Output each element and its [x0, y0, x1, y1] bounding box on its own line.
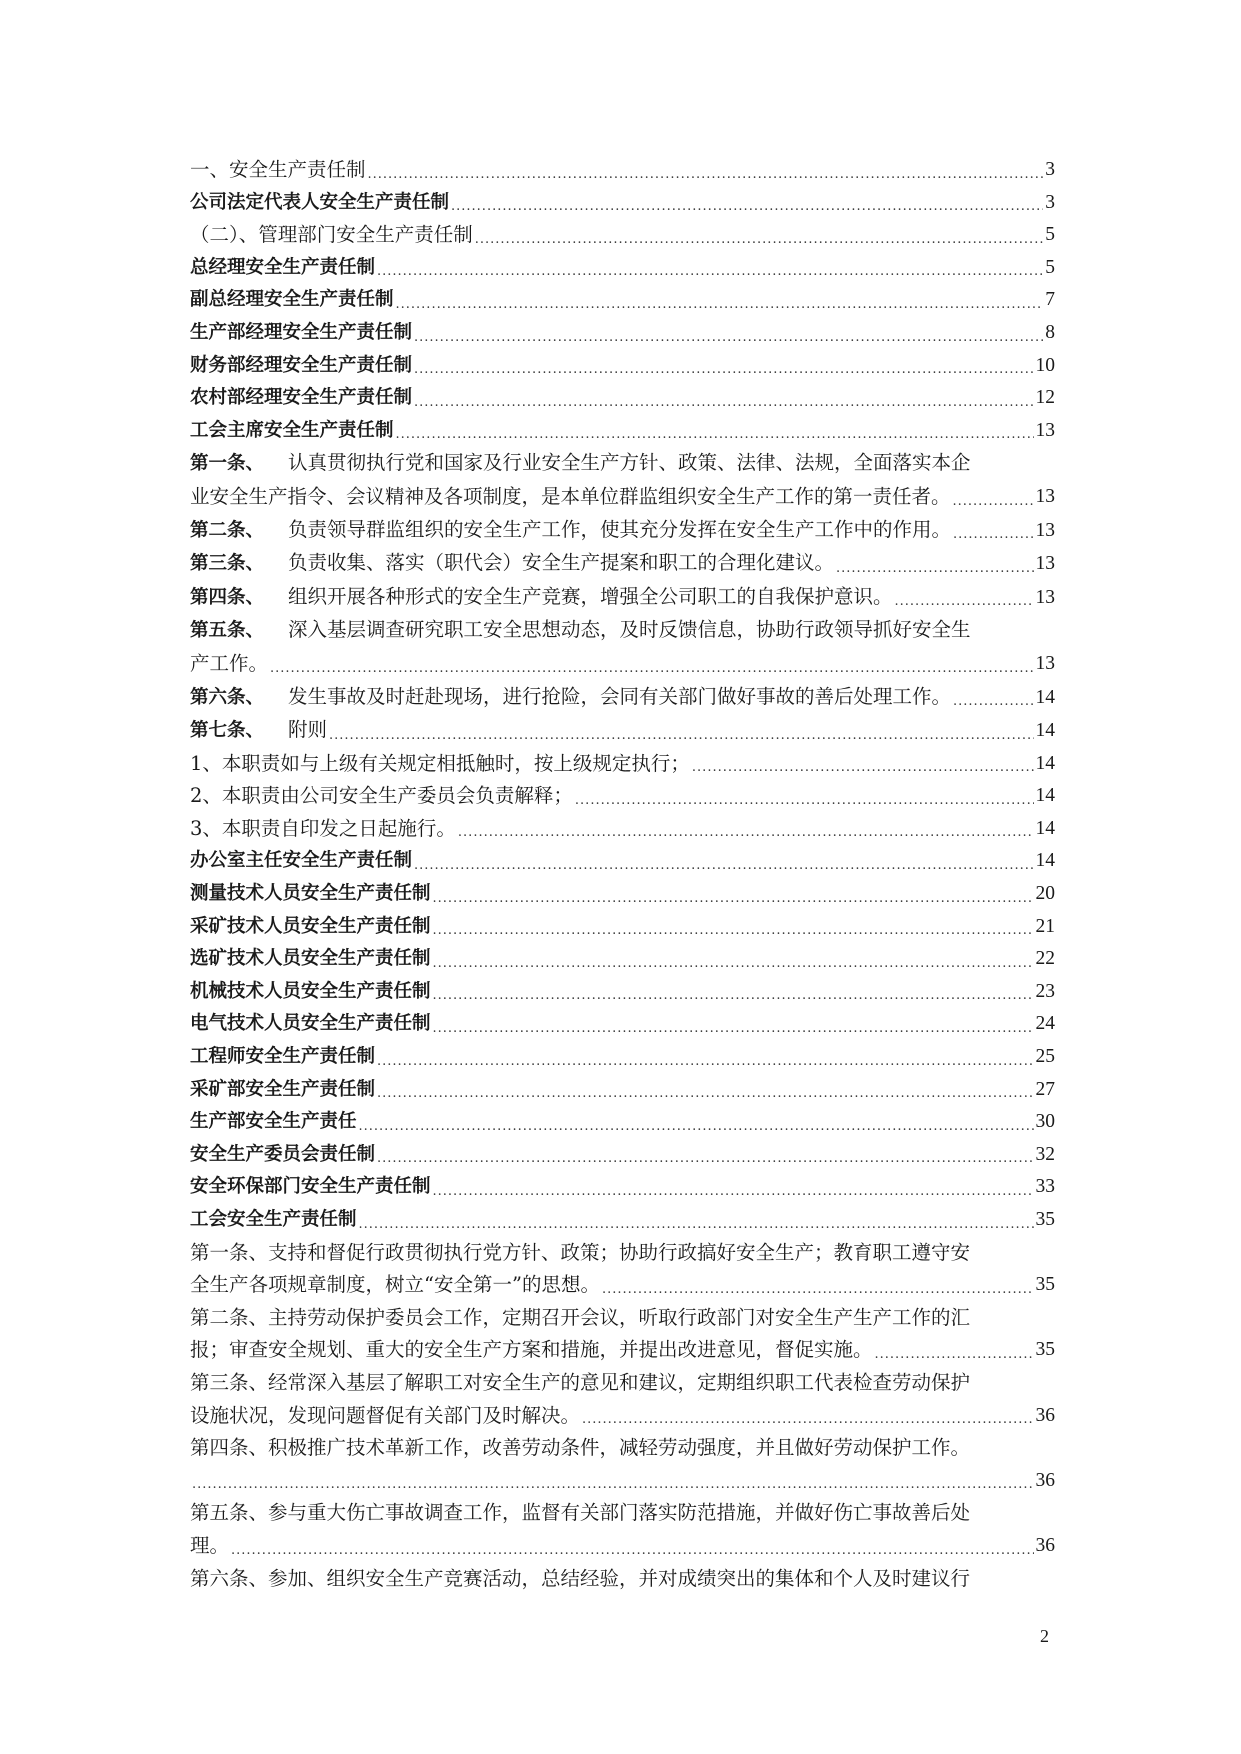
toc-page-number: 36 [1035, 1534, 1055, 1556]
toc-entry [190, 187, 1055, 220]
toc-entry [190, 911, 1055, 944]
toc-page-number: 36 [1035, 1404, 1055, 1426]
toc-entry [190, 813, 1055, 846]
toc-entry [190, 1432, 1055, 1497]
dot-leader [396, 293, 1044, 317]
toc-line [190, 1497, 1055, 1530]
toc-entry [190, 284, 1055, 317]
toc-page-number: 33 [1035, 1176, 1055, 1198]
table-of-contents [190, 154, 1055, 1595]
toc-text: 负责收集、落实（职代会）安全生产提案和职工的合理化建议。 [288, 551, 835, 575]
toc-page-number: 12 [1035, 387, 1055, 409]
dot-leader [875, 1343, 1034, 1367]
toc-text: 生产部安全生产责任 [190, 1111, 357, 1133]
dot-leader [433, 887, 1034, 911]
toc-text: 测量技术人员安全生产责任制 [190, 883, 431, 905]
toc-entry [190, 1139, 1055, 1172]
toc-article-label: 第一条、 [190, 453, 265, 475]
toc-line [190, 1367, 1055, 1400]
toc-page-number: 27 [1035, 1078, 1055, 1100]
toc-text: 公司法定代表人安全生产责任制 [190, 191, 450, 213]
toc-entry [190, 780, 1055, 813]
toc-line [190, 1465, 1055, 1498]
toc-entry [190, 1563, 1055, 1596]
toc-text: 负责领导群监组织的安全生产工作，使其充分发挥在安全生产工作中的作用。 [288, 517, 952, 541]
toc-text: 第四条、积极推广技术革新工作，改善劳动条件，减轻劳动强度，并且做好劳动保护工作。 [190, 1436, 971, 1460]
toc-page-number: 23 [1035, 980, 1055, 1002]
toc-page-number: 3 [1045, 159, 1055, 180]
toc-article-label: 第六条、 [190, 686, 265, 708]
toc-line [190, 1400, 1055, 1433]
toc-page-number: 13 [1035, 652, 1055, 674]
dot-leader [433, 1017, 1034, 1041]
toc-page-number: 8 [1045, 321, 1055, 343]
toc-text: 第五条、参与重大伤亡事故调查工作，监督有关部门落实防范措施，并做好伤亡事故善后处 [190, 1501, 971, 1525]
toc-page-number: 35 [1035, 1339, 1055, 1361]
toc-page-number: 36 [1035, 1469, 1055, 1491]
toc-entry [190, 547, 1055, 581]
dot-leader [414, 391, 1033, 415]
toc-page-number: 20 [1035, 883, 1055, 905]
toc-entry [190, 1171, 1055, 1204]
toc-entry [190, 219, 1055, 252]
toc-entry [190, 1367, 1055, 1432]
dot-leader [836, 557, 1033, 581]
toc-entry [190, 1074, 1055, 1107]
toc-text: 电气技术人员安全生产责任制 [190, 1013, 431, 1035]
toc-entry [190, 878, 1055, 911]
toc-entry [190, 317, 1055, 350]
toc-article-label: 第四条、 [190, 586, 265, 608]
toc-page-number: 10 [1035, 354, 1055, 376]
toc-page-number: 13 [1035, 519, 1055, 541]
toc-entry [190, 943, 1055, 976]
dot-leader [433, 1180, 1034, 1204]
toc-text: 办公室主任安全生产责任制 [190, 850, 413, 872]
toc-entry [190, 154, 1055, 187]
toc-page-number: 13 [1035, 553, 1055, 575]
dot-leader [396, 423, 1034, 447]
toc-text: 第二条、主持劳动保护委员会工作，定期召开会议，听取行政部门对安全生产生产工作的汇 [190, 1305, 971, 1329]
dot-leader [368, 163, 1044, 187]
toc-text: 工会主席安全生产责任制 [190, 419, 394, 441]
toc-page-number: 14 [1035, 785, 1055, 807]
toc-entry [190, 714, 1055, 748]
toc-page-number: 30 [1035, 1111, 1055, 1133]
dot-leader [895, 590, 1034, 614]
toc-page-number: 14 [1035, 817, 1055, 839]
toc-text: 财务部经理安全生产责任制 [190, 354, 413, 376]
toc-entry [190, 1237, 1055, 1302]
toc-line [190, 1432, 1055, 1465]
dot-leader [359, 1213, 1034, 1237]
dot-leader [602, 1278, 1034, 1302]
toc-page-number: 35 [1035, 1274, 1055, 1296]
toc-text: 一、安全生产责任制 [190, 158, 366, 181]
toc-text: 3、本职责自印发之日起施行。 [190, 816, 456, 840]
toc-line [190, 447, 1055, 481]
toc-page-number: 5 [1045, 256, 1055, 278]
dot-leader [414, 358, 1033, 382]
toc-entry [190, 415, 1055, 448]
dot-leader [458, 821, 1034, 845]
toc-article-label: 第五条、 [190, 620, 265, 642]
toc-page-number: 32 [1035, 1143, 1055, 1165]
toc-text: 报；审查安全规划、重大的安全生产方案和措施，并提出改进意见，督促实施。 [190, 1338, 873, 1362]
toc-article-label: 第七条、 [190, 720, 265, 742]
toc-text: 副总经理安全生产责任制 [190, 289, 394, 311]
toc-text: 第一条、支持和督促行政贯彻执行党方针、政策；协助行政搞好安全生产；教育职工遵守安 [190, 1240, 971, 1264]
toc-entry [190, 976, 1055, 1009]
toc-entry [190, 1302, 1055, 1367]
toc-entry [190, 748, 1055, 781]
toc-line [190, 1302, 1055, 1335]
toc-entry [190, 1041, 1055, 1074]
toc-page-number: 14 [1035, 752, 1055, 774]
toc-line [190, 714, 327, 748]
dot-leader [575, 789, 1034, 813]
toc-page-number: 14 [1035, 686, 1055, 708]
toc-text: 2、本职责由公司安全生产委员会负责解释； [190, 784, 573, 808]
toc-text: （二）、管理部门安全生产责任制 [190, 223, 473, 247]
dot-leader [231, 1539, 1033, 1563]
toc-line [190, 614, 1055, 648]
toc-text: 全生产各项规章制度，树立“安全第一”的思想。 [190, 1273, 600, 1297]
toc-line [190, 581, 893, 615]
toc-entry [190, 845, 1055, 878]
toc-page-number: 3 [1045, 191, 1055, 213]
toc-line [190, 681, 951, 715]
dot-leader [377, 1147, 1033, 1171]
toc-text: 采矿技术人员安全生产责任制 [190, 915, 431, 937]
toc-line [190, 547, 834, 581]
toc-article-label: 第三条、 [190, 553, 265, 575]
dot-leader [692, 756, 1034, 780]
toc-text: 设施状况，发现问题督促有关部门及时解决。 [190, 1403, 581, 1427]
dot-leader [377, 260, 1043, 284]
toc-text: 第三条、经常深入基层了解职工对安全生产的意见和建议，定期组织职工代表检查劳动保护 [190, 1370, 971, 1394]
toc-entry [190, 1106, 1055, 1139]
toc-line [190, 648, 1055, 681]
toc-entry [190, 681, 1055, 715]
toc-page-number: 24 [1035, 1013, 1055, 1035]
toc-text: 农村部经理安全生产责任制 [190, 387, 413, 409]
toc-page-number: 5 [1045, 224, 1055, 246]
toc-entry [190, 447, 1055, 513]
toc-text: 产工作。 [190, 651, 269, 675]
toc-text: 1、本职责如与上级有关规定相抵触时，按上级规定执行； [190, 751, 690, 775]
toc-text: 发生事故及时赶赴现场，进行抢险，会同有关部门做好事故的善后处理工作。 [288, 684, 952, 708]
toc-entry [190, 252, 1055, 285]
toc-text: 生产部经理安全生产责任制 [190, 321, 413, 343]
toc-entry [190, 614, 1055, 680]
toc-entry [190, 581, 1055, 615]
toc-text: 总经理安全生产责任制 [190, 256, 376, 278]
dot-leader [953, 523, 1033, 547]
toc-text: 第六条、参加、组织安全生产竞赛活动，总结经验，并对成绩突出的集体和个人及时建议行 [190, 1566, 971, 1590]
dot-leader [953, 490, 1034, 514]
toc-line [190, 481, 1055, 514]
dot-leader [329, 724, 1033, 748]
toc-text: 业安全生产指令、会议精神及各项制度，是本单位群监组织安全生产工作的第一责任者。 [190, 484, 951, 508]
toc-page-number: 21 [1035, 915, 1055, 937]
toc-text: 工程师安全生产责任制 [190, 1046, 376, 1068]
toc-text: 选矿技术人员安全生产责任制 [190, 948, 431, 970]
dot-leader [359, 1115, 1034, 1139]
toc-entry [190, 1008, 1055, 1041]
toc-page-number: 22 [1035, 948, 1055, 970]
toc-page-number: 14 [1035, 850, 1055, 872]
toc-text: 工会安全生产责任制 [190, 1209, 357, 1230]
dot-leader [582, 1408, 1033, 1432]
toc-entry [190, 350, 1055, 383]
toc-line [190, 1334, 1055, 1367]
toc-entry [190, 1497, 1055, 1562]
toc-line [190, 1237, 1055, 1270]
toc-text: 采矿部安全生产责任制 [190, 1078, 376, 1100]
toc-entry [190, 382, 1055, 415]
toc-page-number: 35 [1035, 1209, 1055, 1230]
dot-leader [377, 1050, 1033, 1074]
dot-leader [953, 690, 1033, 714]
toc-text: 理。 [190, 1533, 230, 1557]
toc-text: 机械技术人员安全生产责任制 [190, 980, 431, 1002]
toc-line [190, 1269, 1055, 1302]
toc-line [190, 1530, 1055, 1563]
toc-page-number: 7 [1045, 289, 1055, 311]
dot-leader [433, 984, 1034, 1008]
toc-page-number: 13 [1035, 586, 1055, 608]
dot-leader [433, 952, 1034, 976]
dot-leader [270, 657, 1033, 681]
toc-text: 认真贯彻执行党和国家及行业安全生产方针、政策、法律、法规，全面落实本企 [288, 451, 971, 475]
dot-leader [475, 228, 1043, 252]
dot-leader [414, 326, 1043, 350]
toc-line [190, 514, 951, 548]
toc-text: 安全环保部门安全生产责任制 [190, 1176, 431, 1198]
dot-leader [414, 854, 1033, 878]
dot-leader [192, 1473, 1034, 1497]
toc-page-number: 25 [1035, 1046, 1055, 1068]
toc-text: 附则 [288, 718, 328, 742]
dot-leader [377, 1082, 1033, 1106]
toc-page-number: 13 [1035, 419, 1055, 441]
dot-leader [451, 195, 1043, 219]
toc-entry [190, 1204, 1055, 1237]
toc-text: 组织开展各种形式的安全生产竞赛，增强全公司职工的自我保护意识。 [288, 584, 893, 608]
dot-leader [433, 919, 1034, 943]
toc-article-label: 第二条、 [190, 519, 265, 541]
toc-text: 安全生产委员会责任制 [190, 1143, 376, 1165]
toc-page-number: 14 [1035, 720, 1055, 742]
toc-entry [190, 514, 1055, 548]
toc-page-number: 13 [1035, 485, 1055, 507]
toc-text: 深入基层调查研究职工安全思想动态，及时反馈信息，协助行政领导抓好安全生 [288, 618, 971, 642]
page-number: 2 [1040, 1626, 1049, 1646]
